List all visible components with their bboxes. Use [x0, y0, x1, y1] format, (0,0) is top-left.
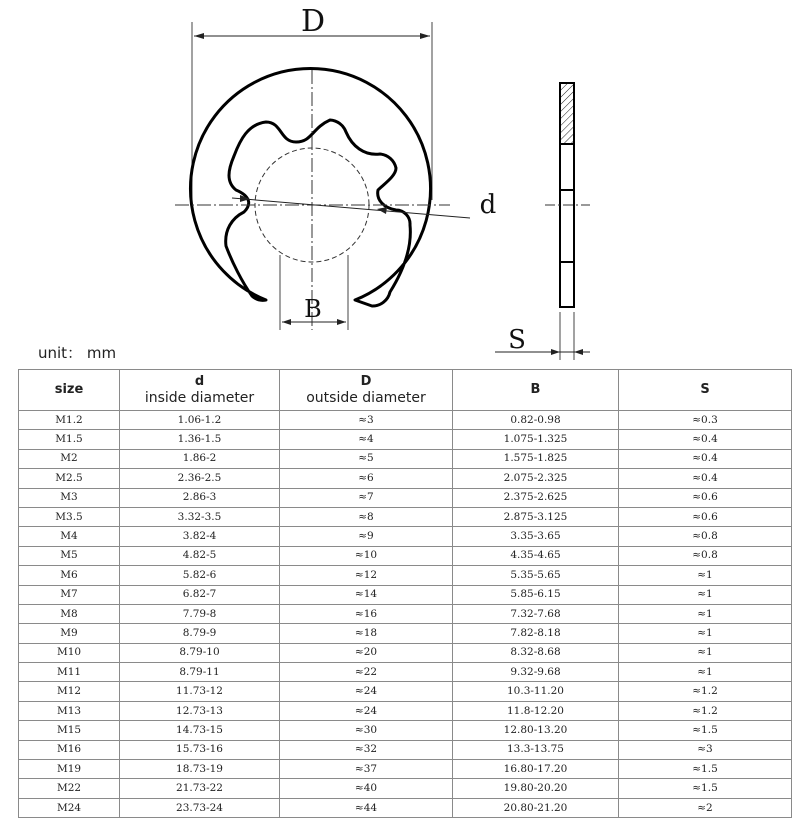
cell-inside-diameter: 6.82-7 — [120, 585, 280, 604]
cell-inside-diameter: 1.36-1.5 — [120, 430, 280, 449]
cell-S: ≈0.6 — [619, 507, 792, 526]
size-table — [18, 369, 792, 818]
cell-S: ≈3 — [619, 740, 792, 759]
cell-S: ≈1.5 — [619, 779, 792, 798]
cell-inside-diameter: 21.73-22 — [120, 779, 280, 798]
cell-B: 4.35-4.65 — [453, 546, 619, 565]
cell-S: ≈1 — [619, 585, 792, 604]
cell-outside-diameter: ≈32 — [280, 740, 453, 759]
cell-outside-diameter: ≈18 — [280, 624, 453, 643]
cell-inside-diameter: 18.73-19 — [120, 760, 280, 779]
cell-inside-diameter: 15.73-16 — [120, 740, 280, 759]
cell-S: ≈0.4 — [619, 449, 792, 468]
cell-inside-diameter: 1.06-1.2 — [120, 411, 280, 430]
cell-size: M6 — [19, 566, 120, 585]
table-row — [19, 527, 792, 546]
cell-outside-diameter: ≈20 — [280, 643, 453, 662]
cell-outside-diameter: ≈8 — [280, 507, 453, 526]
table-row — [19, 411, 792, 430]
cell-S: ≈0.8 — [619, 527, 792, 546]
cell-B: 19.80-20.20 — [453, 779, 619, 798]
cell-size: M4 — [19, 527, 120, 546]
cell-size: M15 — [19, 721, 120, 740]
cell-outside-diameter: ≈30 — [280, 721, 453, 740]
cell-B: 5.85-6.15 — [453, 585, 619, 604]
cell-size: M19 — [19, 760, 120, 779]
cell-inside-diameter: 1.86-2 — [120, 449, 280, 468]
cell-B: 2.075-2.325 — [453, 469, 619, 488]
table-row — [19, 430, 792, 449]
table-row — [19, 682, 792, 701]
cell-S: ≈1 — [619, 663, 792, 682]
cell-B: 5.35-5.65 — [453, 566, 619, 585]
cell-S: ≈0.8 — [619, 546, 792, 565]
cell-size: M12 — [19, 682, 120, 701]
label-d: d — [479, 190, 497, 220]
cell-B: 7.32-7.68 — [453, 604, 619, 623]
e-clip-shape — [175, 69, 450, 330]
cell-outside-diameter: ≈24 — [280, 701, 453, 720]
cell-B: 20.80-21.20 — [453, 798, 619, 817]
table-row — [19, 779, 792, 798]
cell-S: ≈1.2 — [619, 701, 792, 720]
cell-outside-diameter: ≈6 — [280, 469, 453, 488]
cell-outside-diameter: ≈10 — [280, 546, 453, 565]
cell-inside-diameter: 4.82-5 — [120, 546, 280, 565]
cell-inside-diameter: 3.82-4 — [120, 527, 280, 546]
cell-inside-diameter: 8.79-9 — [120, 624, 280, 643]
cell-S: ≈1 — [619, 624, 792, 643]
cell-B: 8.32-8.68 — [453, 643, 619, 662]
cell-B: 9.32-9.68 — [453, 663, 619, 682]
cell-B: 0.82-0.98 — [453, 411, 619, 430]
cell-S: ≈0.6 — [619, 488, 792, 507]
side-view — [495, 83, 590, 360]
cell-S: ≈0.4 — [619, 430, 792, 449]
label-B: B — [304, 295, 322, 323]
cell-outside-diameter: ≈7 — [280, 488, 453, 507]
label-D: D — [300, 4, 326, 39]
header-B: B — [453, 370, 619, 411]
cell-size: M5 — [19, 546, 120, 565]
cell-outside-diameter: ≈12 — [280, 566, 453, 585]
table-row — [19, 449, 792, 468]
table-row — [19, 469, 792, 488]
cell-S: ≈2 — [619, 798, 792, 817]
cell-B: 12.80-13.20 — [453, 721, 619, 740]
cell-B: 3.35-3.65 — [453, 527, 619, 546]
table-row — [19, 760, 792, 779]
cell-outside-diameter: ≈4 — [280, 430, 453, 449]
cell-outside-diameter: ≈9 — [280, 527, 453, 546]
unit-label: unit： mm — [38, 344, 117, 362]
header-S: S — [619, 370, 792, 411]
cell-S: ≈1.2 — [619, 682, 792, 701]
table-row — [19, 798, 792, 817]
cell-size: M2.5 — [19, 469, 120, 488]
cell-inside-diameter: 14.73-15 — [120, 721, 280, 740]
cell-inside-diameter: 8.79-10 — [120, 643, 280, 662]
cell-size: M8 — [19, 604, 120, 623]
cell-size: M22 — [19, 779, 120, 798]
cell-outside-diameter: ≈40 — [280, 779, 453, 798]
cell-inside-diameter: 2.86-3 — [120, 488, 280, 507]
cell-outside-diameter: ≈44 — [280, 798, 453, 817]
cell-B: 13.3-13.75 — [453, 740, 619, 759]
table-row — [19, 643, 792, 662]
cell-S: ≈1 — [619, 643, 792, 662]
cell-inside-diameter: 8.79-11 — [120, 663, 280, 682]
cell-size: M2 — [19, 449, 120, 468]
cell-inside-diameter: 23.73-24 — [120, 798, 280, 817]
header-d: d inside diameter — [120, 370, 280, 411]
dimension-B — [280, 255, 348, 330]
cell-inside-diameter: 5.82-6 — [120, 566, 280, 585]
cell-B: 11.8-12.20 — [453, 701, 619, 720]
cell-outside-diameter: ≈14 — [280, 585, 453, 604]
cell-size: M7 — [19, 585, 120, 604]
table-row — [19, 507, 792, 526]
cell-size: M24 — [19, 798, 120, 817]
table-row — [19, 701, 792, 720]
cell-outside-diameter: ≈16 — [280, 604, 453, 623]
cell-B: 16.80-17.20 — [453, 760, 619, 779]
cell-B: 2.875-3.125 — [453, 507, 619, 526]
cell-S: ≈0.4 — [619, 469, 792, 488]
cell-S: ≈1 — [619, 566, 792, 585]
cell-S: ≈1 — [619, 604, 792, 623]
table-row — [19, 663, 792, 682]
cell-inside-diameter: 3.32-3.5 — [120, 507, 280, 526]
cell-size: M11 — [19, 663, 120, 682]
header-size: size — [19, 370, 120, 411]
cell-B: 1.075-1.325 — [453, 430, 619, 449]
cell-inside-diameter: 11.73-12 — [120, 682, 280, 701]
e-clip-technical-drawing — [0, 0, 800, 370]
table-row — [19, 566, 792, 585]
cell-size: M1.2 — [19, 411, 120, 430]
cell-outside-diameter: ≈24 — [280, 682, 453, 701]
table-row — [19, 488, 792, 507]
cell-S: ≈1.5 — [619, 760, 792, 779]
cell-outside-diameter: ≈37 — [280, 760, 453, 779]
cell-outside-diameter: ≈3 — [280, 411, 453, 430]
cell-S: ≈1.5 — [619, 721, 792, 740]
cell-size: M10 — [19, 643, 120, 662]
table-row — [19, 585, 792, 604]
cell-outside-diameter: ≈22 — [280, 663, 453, 682]
cell-size: M1.5 — [19, 430, 120, 449]
table-row — [19, 546, 792, 565]
cell-size: M9 — [19, 624, 120, 643]
table-row — [19, 604, 792, 623]
label-S: S — [508, 325, 526, 355]
cell-inside-diameter: 12.73-13 — [120, 701, 280, 720]
cell-size: M3 — [19, 488, 120, 507]
table-header-row — [19, 370, 792, 411]
cell-S: ≈0.3 — [619, 411, 792, 430]
cell-outside-diameter: ≈5 — [280, 449, 453, 468]
cell-B: 10.3-11.20 — [453, 682, 619, 701]
table-row — [19, 624, 792, 643]
header-D: D outside diameter — [280, 370, 453, 411]
cell-B: 7.82-8.18 — [453, 624, 619, 643]
cell-B: 2.375-2.625 — [453, 488, 619, 507]
table-row — [19, 721, 792, 740]
cell-inside-diameter: 2.36-2.5 — [120, 469, 280, 488]
cell-size: M16 — [19, 740, 120, 759]
cell-B: 1.575-1.825 — [453, 449, 619, 468]
cell-size: M3.5 — [19, 507, 120, 526]
cell-size: M13 — [19, 701, 120, 720]
cell-inside-diameter: 7.79-8 — [120, 604, 280, 623]
table-row — [19, 740, 792, 759]
